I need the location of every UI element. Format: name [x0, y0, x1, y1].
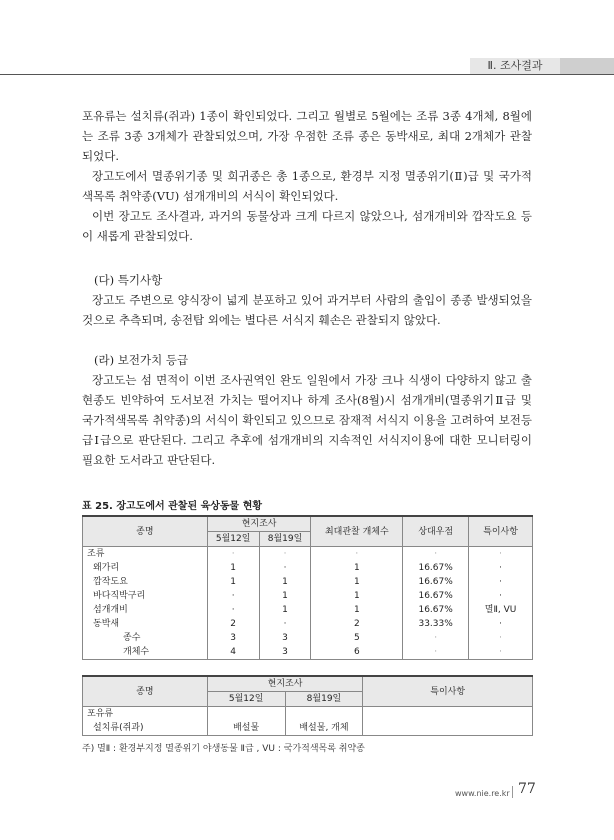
cell: · — [259, 547, 311, 562]
cell-may: 1 — [207, 561, 259, 575]
mammal-table — [82, 675, 533, 736]
cell-may: 배설물 — [207, 721, 285, 736]
header-aug: 8월19일 — [285, 692, 363, 707]
cell-dominance: 16.67% — [403, 575, 469, 589]
cell — [363, 707, 533, 722]
cell-max: 1 — [311, 575, 403, 589]
group-row — [83, 547, 533, 562]
species-name: 설치류(쥐과) — [83, 721, 208, 736]
cell-remarks: · — [469, 631, 533, 645]
cell-aug: 3 — [259, 631, 311, 645]
cell: · — [311, 547, 403, 562]
cell-max: 1 — [311, 603, 403, 617]
body-text-top — [82, 106, 532, 246]
table-row — [83, 589, 533, 603]
paragraph-comparison: 이번 장고도 조사결과, 과거의 동물상과 크게 다르지 않았으나, 섬개개비와 깝작도요 등이 새롭게 관찰되었다. — [82, 209, 532, 243]
section-special-notes — [82, 270, 532, 330]
species-name: 왜가리 — [83, 561, 208, 575]
section-conservation-grade — [82, 350, 532, 470]
group-row — [83, 707, 533, 722]
cell-dominance: 33.33% — [403, 617, 469, 631]
bird-table — [82, 515, 533, 660]
section-heading-d: (다) 특기사항 — [94, 273, 163, 287]
cell-may: 1 — [207, 575, 259, 589]
cell-max: 1 — [311, 589, 403, 603]
section-title: Ⅱ. 조사결과 — [470, 58, 560, 74]
table-row — [83, 561, 533, 575]
cell-aug: · — [259, 561, 311, 575]
cell: · — [403, 547, 469, 562]
paragraph-mammals: 포유류는 설치류(쥐과) 1종이 확인되었다. 그리고 월별로 5월에는 조류 3종 4개체, 8월에는 조류 3종 3개체가 관찰되었으며, 가장 우점한 조류 종은 동박새로, 최대 2개체가 관찰되었다. — [82, 109, 532, 163]
header-remarks: 특이사항 — [363, 676, 533, 707]
header-species: 종명 — [83, 676, 208, 707]
header-max-count: 최대관찰 개체수 — [311, 516, 403, 547]
cell — [207, 707, 285, 722]
header-rule — [0, 74, 614, 75]
cell-remarks: · — [469, 561, 533, 575]
totals-row — [83, 631, 533, 645]
cell: · — [207, 547, 259, 562]
table-row — [83, 575, 533, 589]
cell-may: 3 — [207, 631, 259, 645]
header-dominance: 상대우점 — [403, 516, 469, 547]
group-label: 조류 — [83, 547, 208, 562]
cell-aug: 1 — [259, 603, 311, 617]
cell-remarks: 멸Ⅱ, VU — [469, 603, 533, 617]
cell-max: 6 — [311, 645, 403, 660]
paragraph-endangered: 장고도에서 멸종위기종 및 희귀종은 총 1종으로, 환경부 지정 멸종위기(Ⅱ)급 및 국가적색목록 취약종(VU) 섬개개비의 서식이 확인되었다. — [82, 169, 532, 203]
species-name: 섬개개비 — [83, 603, 208, 617]
header-species: 종명 — [83, 516, 208, 547]
table-footnote: 주) 멸Ⅱ : 환경부지정 멸종위기 야생동물 Ⅱ급 , VU : 국가적색목록 취약종 — [82, 744, 365, 754]
cell-remarks: · — [469, 589, 533, 603]
totals-row — [83, 645, 533, 660]
header-survey: 현지조사 — [207, 676, 363, 692]
cell-remarks: · — [469, 575, 533, 589]
cell-aug: 3 — [259, 645, 311, 660]
cell-max: 1 — [311, 561, 403, 575]
cell-dominance: 16.67% — [403, 603, 469, 617]
cell-may: · — [207, 589, 259, 603]
footer-url: www.nie.re.kr — [455, 789, 510, 798]
header-remarks: 특이사항 — [469, 516, 533, 547]
header-may: 5월12일 — [207, 692, 285, 707]
cell-dominance: 16.67% — [403, 589, 469, 603]
cell — [285, 707, 363, 722]
table-caption: 표 25. 장고도에서 관찰된 육상동물 현황 — [82, 501, 263, 512]
total-label: 개체수 — [83, 645, 208, 660]
cell-may: · — [207, 603, 259, 617]
cell-remarks: · — [469, 617, 533, 631]
cell-aug: 1 — [259, 575, 311, 589]
table-row — [83, 721, 533, 736]
page-number: 77 — [518, 781, 536, 797]
cell-dominance: 16.67% — [403, 561, 469, 575]
cell-dominance: · — [403, 631, 469, 645]
cell-may: 2 — [207, 617, 259, 631]
footer-divider — [512, 786, 513, 798]
table-row — [83, 603, 533, 617]
cell-max: 2 — [311, 617, 403, 631]
section-heading-e: (라) 보전가치 등급 — [94, 353, 189, 367]
header-survey: 현지조사 — [207, 516, 311, 532]
species-name: 동박새 — [83, 617, 208, 631]
species-name: 바다직박구리 — [83, 589, 208, 603]
cell-aug: · — [259, 617, 311, 631]
cell-remarks: · — [469, 645, 533, 660]
total-label: 종수 — [83, 631, 208, 645]
group-label: 포유류 — [83, 707, 208, 722]
header-tab-block — [560, 58, 614, 74]
species-name: 깝작도요 — [83, 575, 208, 589]
section-body-e: 장고도는 섬 면적이 이번 조사권역인 완도 일원에서 가장 크나 식생이 다양하지 않고 출현종도 빈약하여 도서보전 가치는 떨어지나 하계 조사(8월)시 섬개개비(멸종위기Ⅱ급 및 국가적색목록 취약종)의 서식이 확인되고 있으므로 잠재적 서식지 이용을 고려하여 보전등급Ⅰ급으로 판단된다. 그리고 추후에 섬개개비의 지속적인 서식지이용에 대한 모니터링이 필요한 도서라고 판단된다. — [82, 373, 532, 467]
section-body-d: 장고도 주변으로 양식장이 넓게 분포하고 있어 과거부터 사람의 출입이 종종 발생되었을 것으로 추측되며, 송전탑 외에는 별다른 서식지 훼손은 관찰되지 않았다. — [82, 293, 532, 327]
cell-may: 4 — [207, 645, 259, 660]
cell-remarks — [363, 721, 533, 736]
cell: · — [469, 547, 533, 562]
cell-aug: 1 — [259, 589, 311, 603]
cell-dominance: · — [403, 645, 469, 660]
cell-aug: 배설물, 개체 — [285, 721, 363, 736]
cell-max: 5 — [311, 631, 403, 645]
table-row — [83, 617, 533, 631]
header-may: 5월12일 — [207, 532, 259, 547]
header-aug: 8월19일 — [259, 532, 311, 547]
